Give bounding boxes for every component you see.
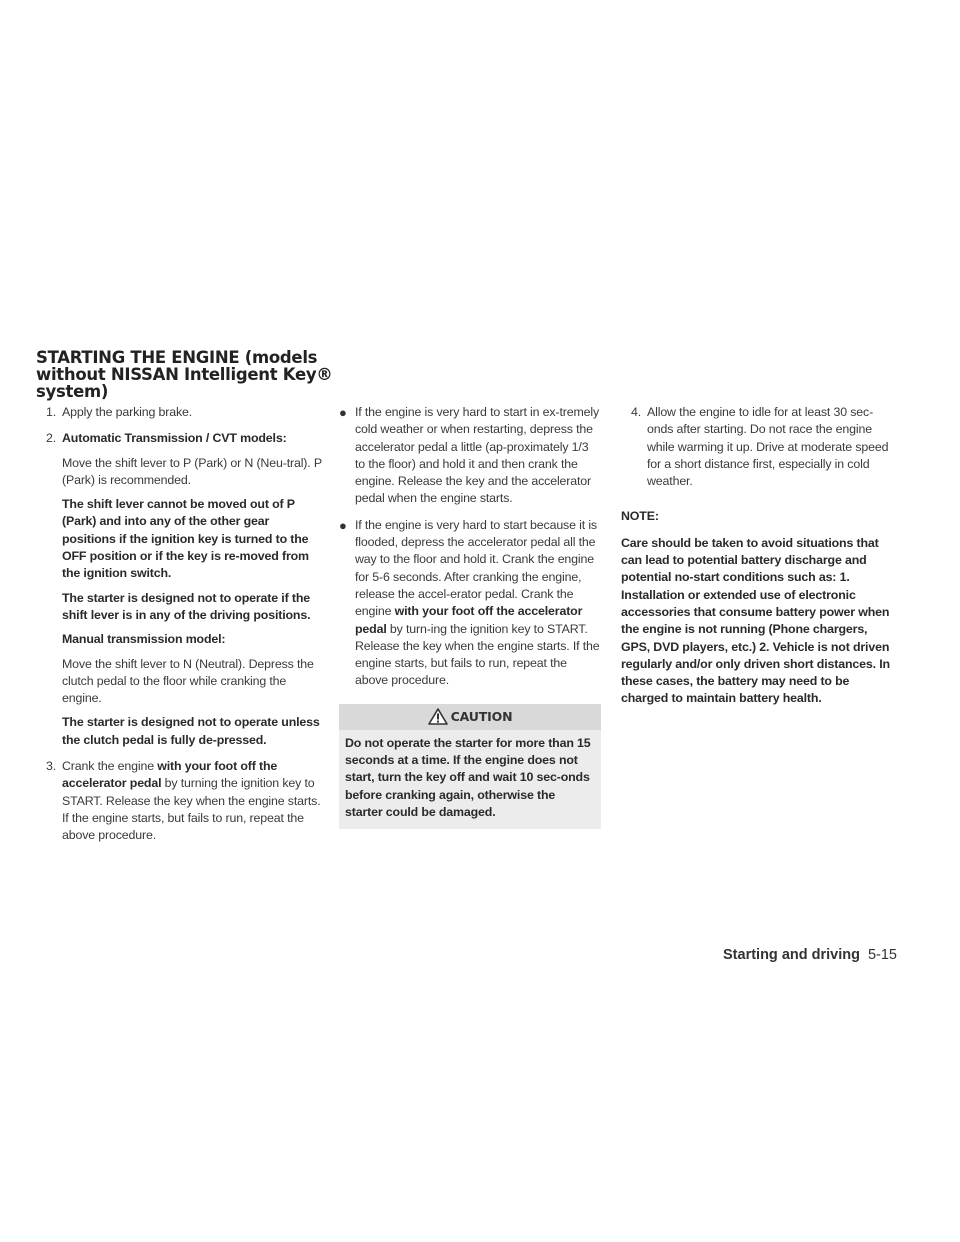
- text-run: Crank the engine: [62, 759, 158, 774]
- step-text: [62, 758, 322, 844]
- bullet-item: [339, 517, 601, 690]
- step-1: [36, 404, 322, 421]
- warning-paragraph: The shift lever cannot be moved out of P (Park) and into any of the other gear positions if the ignition key is turned to the OFF position or if the key is re-moved from the ignition switch.: [62, 497, 309, 581]
- text-run: If the engine is very hard to start because it is flooded, depress the accelerator pedal all the way to the floor and hold it. Crank the engine for 5-6 seconds. After cranking the engine, release the accel-erator pedal. Crank the engine: [355, 517, 597, 619]
- heading-line-2: without NISSAN Intelligent Key®: [36, 365, 333, 384]
- step-3: [36, 758, 322, 844]
- column-1: [36, 404, 322, 845]
- bullet-text: If the engine is very hard to start in ex-tremely cold weather or when restarting, depress the accelerator pedal a little (ap-proximately 1/3 to the floor) and hold it and then crank the engine. Release the key and the accelerator pedal when the engine starts.: [355, 405, 600, 506]
- step-number: 4.: [630, 405, 641, 419]
- warning-paragraph: The starter is designed not to operate if the shift lever is in any of the driving positions.: [62, 590, 311, 622]
- step-2: [36, 430, 322, 447]
- bullet-icon: ●: [339, 405, 347, 420]
- paragraph: Move the shift lever to P (Park) or N (Neu-tral). P (Park) is recommended.: [62, 455, 322, 487]
- step-number: 1.: [45, 405, 56, 419]
- heading-line-1: STARTING THE ENGINE (models: [36, 348, 318, 367]
- subheading: Manual transmission model:: [62, 632, 226, 647]
- page-footer: [723, 947, 897, 963]
- page-number: 5-15: [867, 947, 897, 963]
- step-4: [621, 404, 897, 490]
- step-number: 2.: [45, 431, 56, 446]
- caution-header: [339, 704, 601, 730]
- bullet-text: [355, 517, 601, 690]
- column-2: [339, 404, 601, 829]
- caution-title: CAUTION: [450, 709, 513, 725]
- section-heading: [36, 349, 336, 400]
- step-number: 3.: [45, 759, 56, 774]
- heading-line-3: system): [36, 382, 109, 401]
- step-text: Apply the parking brake.: [62, 405, 193, 419]
- paragraph: Move the shift lever to N (Neutral). Depress the clutch pedal to the floor while cranking the engine.: [62, 656, 314, 706]
- bold-run: with your foot off the accelerator pedal: [62, 759, 278, 791]
- step-title: Automatic Transmission / CVT models:: [62, 431, 287, 446]
- bullet-item: [339, 404, 601, 508]
- footer-section-title: Starting and driving: [723, 947, 860, 963]
- column-3: [621, 404, 897, 708]
- text-run: by turning the ignition key to START. Release the key when the engine starts. If the engine starts, but fails to run, repeat the above procedure.: [62, 776, 321, 843]
- bold-run: with your foot off the accelerator pedal: [355, 604, 583, 636]
- bullet-icon: ●: [339, 517, 347, 533]
- text-run: by turn-ing the ignition key to START. Release the key when the engine starts. If the engine starts, but fails to run, repeat the above procedure.: [355, 621, 600, 688]
- note-text: Care should be taken to avoid situations that can lead to potential battery discharge and potential no-start conditions such as: 1. Installation or extended use of electronic accessories that consume battery power when the engine is not running (Phone chargers, GPS, DVD players, etc.) 2. Vehicle is not driven regularly and/or only driven short distances. In these cases, the battery may need to be charged to maintain battery health.: [621, 535, 890, 706]
- caution-text: Do not operate the starter for more than 15 seconds at a time. If the engine does not start, turn the key off and wait 10 sec-onds before cranking again, otherwise the starter could be damaged.: [339, 730, 601, 829]
- warning-triangle-icon: [428, 708, 448, 725]
- note-title: NOTE:: [621, 509, 659, 524]
- caution-box: [339, 704, 601, 829]
- step-text: Allow the engine to idle for at least 30 sec-onds after starting. Do not race the engine while warming it up. Drive at moderate speed for a short distance first, especially in cold weather.: [647, 405, 889, 489]
- warning-paragraph: The starter is designed not to operate unless the clutch pedal is fully de-pressed.: [62, 715, 320, 747]
